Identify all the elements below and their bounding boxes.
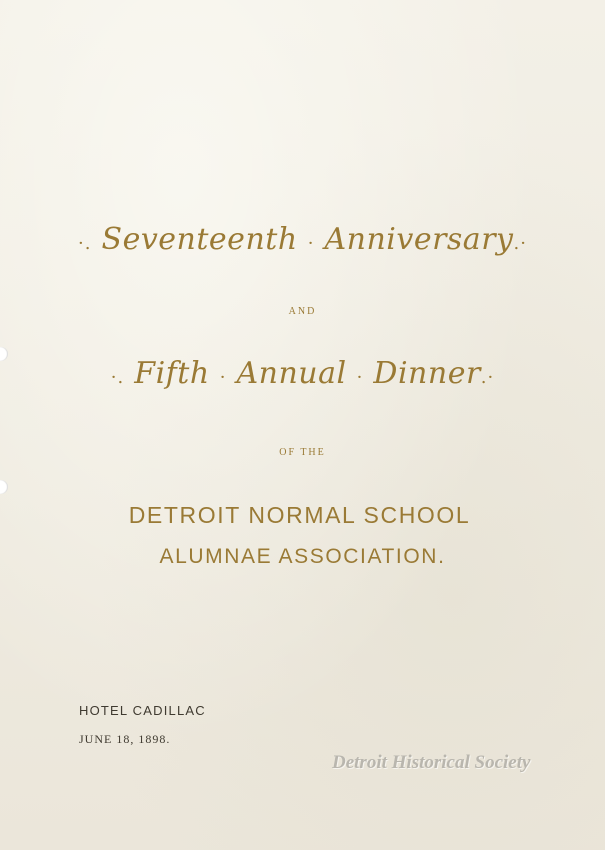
association-name-line2: ALUMNAE ASSOCIATION. — [159, 545, 446, 568]
of-the-label: OF THE — [279, 447, 326, 458]
ornament-dot: · — [356, 367, 364, 388]
watermark-text: Detroit Historical Society — [332, 752, 531, 773]
ornament-dots: ·. — [78, 233, 92, 254]
title-word-anniversary: Anniversary — [324, 222, 514, 257]
title-word-fifth: Fifth — [134, 356, 210, 391]
ornament-dots: .· — [513, 233, 527, 254]
conjunction-and: AND — [288, 306, 317, 317]
ornament-dot: · — [219, 367, 227, 388]
title-line-anniversary — [0, 222, 605, 257]
title-word-annual: Annual — [236, 356, 347, 391]
association-name-line1: DETROIT NORMAL SCHOOL — [128, 502, 471, 528]
title-line-dinner — [0, 356, 605, 391]
punch-hole — [0, 480, 8, 494]
title-word-seventeenth: Seventeenth — [101, 222, 298, 257]
ornament-dots: ·. — [110, 367, 125, 388]
event-date: JUNE 18, 1898. — [79, 732, 171, 746]
title-word-dinner: Dinner — [373, 356, 481, 391]
venue-name: HOTEL CADILLAC — [79, 703, 206, 718]
ornament-dot: · — [307, 233, 315, 254]
ornament-dots: .· — [480, 367, 495, 388]
